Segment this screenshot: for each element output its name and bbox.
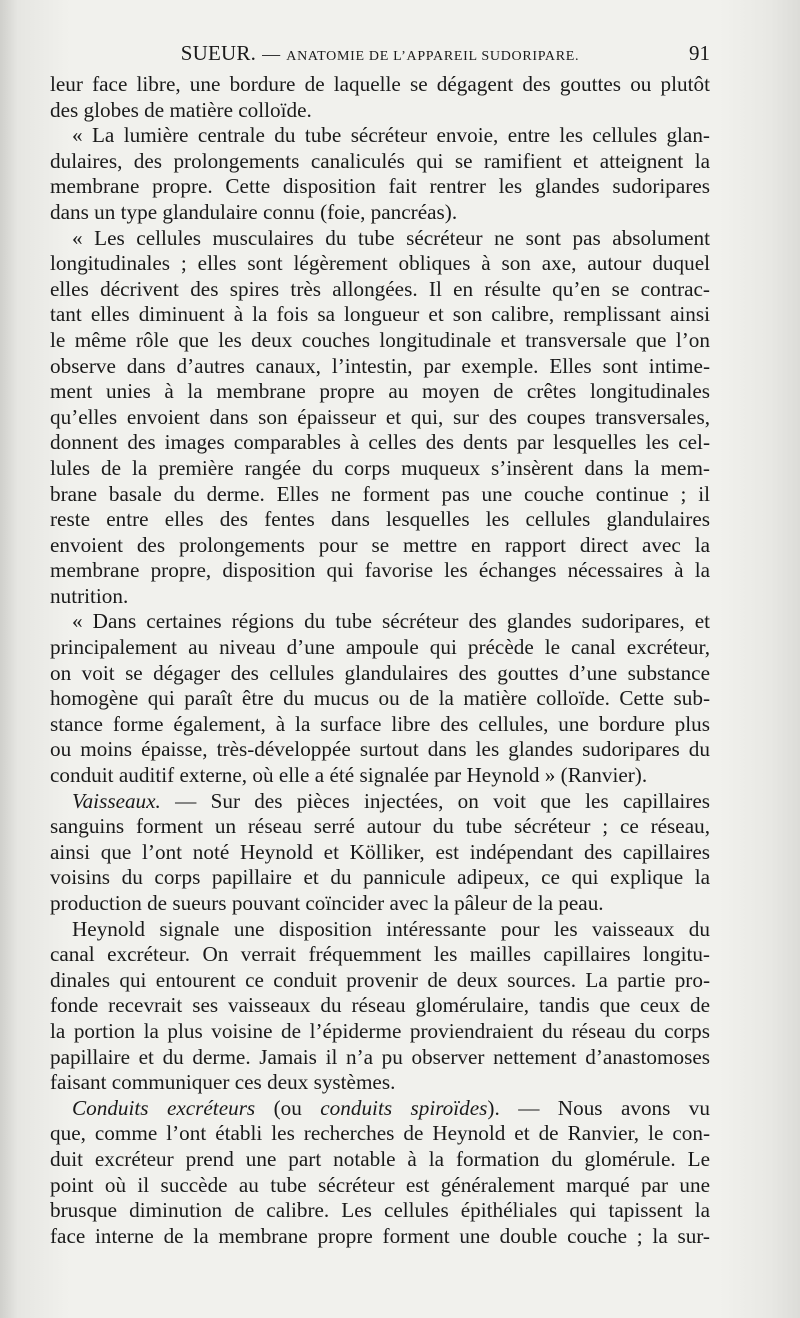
text-line: stance forme également, à la surface libre des cellules, une bordure plus — [50, 711, 710, 736]
text-line: production de sueurs pouvant coïncider avec la pâleur de la peau. — [50, 891, 604, 915]
text-line: on voit se dégager des cellules glandulaires des gouttes d’une substance — [50, 660, 710, 685]
section-heading-conduits-excreteurs: Conduits excréteurs — [72, 1095, 256, 1120]
page-body — [50, 72, 710, 1249]
text-run: (ou — [273, 1095, 302, 1120]
text-line: leur face libre, une bordure de laquelle se dégagent des gouttes ou plutôt — [50, 72, 710, 96]
text-line: lules de la première rangée du corps muqueux s’insèrent dans la mem- — [50, 455, 710, 480]
text-line: brusque diminution de calibre. Les cellules épithéliales qui tapissent la — [50, 1198, 710, 1223]
text-line: ou moins épaisse, très-développée surtout dans les glandes sudoripares du — [50, 737, 710, 762]
text-line: longitudinales ; elles sont légèrement obliques à son axe, autour duquel — [50, 251, 710, 276]
text-line: membrane propre. Cette disposition fait rentrer les glandes sudoripares — [50, 174, 710, 199]
text-line: ment unies à la membrane propre au moyen de crêtes longitudinales — [50, 379, 710, 404]
text-line — [50, 1096, 710, 1122]
header-author: SUEUR. — [180, 41, 257, 65]
text-line: conduit auditif externe, où elle a été signalée par Heynold » (Ranvier). — [50, 763, 648, 788]
page-number: 91 — [689, 41, 710, 65]
text-line: face interne de la membrane propre forment une double couche ; la sur- — [50, 1223, 710, 1248]
text-line: elles décrivent des spires très allongées. Il en résulte qu’en se contrac- — [50, 276, 710, 301]
text-line: que, comme l’ont établi les recherches de Heynold et de Ranvier, le con- — [50, 1121, 710, 1146]
running-title — [50, 38, 710, 72]
text-line: homogène qui paraît être du mucus ou de la matière colloïde. Cette sub- — [50, 686, 710, 711]
text-line: ainsi que l’ont noté Heynold et Kölliker, est indépendant des capillaires — [50, 839, 710, 864]
text-line: des globes de matière colloïde. — [50, 97, 312, 122]
page-header — [50, 38, 710, 68]
text-line: la portion la plus voisine de l’épiderme proviendraient du réseau du corps — [50, 1018, 710, 1043]
text-line: canal excréteur. On verrait fréquemment les mailles capillaires longitu- — [50, 942, 710, 967]
text-line — [50, 789, 710, 815]
text-line: faisant communiquer ces deux systèmes. — [50, 1070, 396, 1095]
text-line: donnent des images comparables à celles des dents par lesquelles les cel- — [50, 430, 710, 455]
section-heading-vaisseaux: Vaisseaux. — [72, 788, 161, 813]
text-line: brane basale du derme. Elles ne forment pas une couche continue ; il — [50, 481, 710, 506]
text-line: dinales qui entourent ce conduit provenir de deux sources. La partie pro- — [50, 967, 710, 992]
text-line: « Dans certaines régions du tube sécréteur des glandes sudoripares, et — [72, 609, 710, 634]
text-line: fonde recevrait ses vaisseaux du réseau glomérulaire, tandis que ceux de — [50, 993, 710, 1018]
text-line: duit excréteur prend une part notable à la formation du glomérule. Le — [50, 1146, 710, 1171]
text-line: reste entre elles des fentes dans lesquelles les cellules glandulaires — [50, 507, 710, 532]
text-line: nutrition. — [50, 583, 129, 608]
text-line: point où il succède au tube sécréteur est généralement marqué par une — [50, 1172, 710, 1197]
text-line: membrane propre, disposition qui favorise les échanges nécessaires à la — [50, 558, 710, 583]
text-line: qu’elles envoient dans son épaisseur et qui, sur des coupes transversales, — [50, 404, 710, 429]
text-line: tant elles diminuent à la fois sa longueur et son calibre, remplissant ainsi — [50, 302, 710, 327]
text-line: envoient des prolongements pour se mettre en rapport direct avec la — [50, 532, 710, 557]
header-separator: — — [262, 44, 281, 64]
text-line: observe dans d’autres canaux, l’intestin, par exemple. Elles sont intime- — [50, 353, 710, 378]
header-title: ANATOMIE DE L’APPAREIL SUDORIPARE. — [286, 49, 580, 64]
text-line: papillaire et du derme. Jamais il n’a pu observer nettement d’anastomoses — [50, 1044, 710, 1069]
text-line: principalement au niveau d’une ampoule qui précède le canal excréteur, — [50, 635, 710, 660]
text-line: le même rôle que les deux couches longitudinale et transversale que l’on — [50, 327, 710, 352]
text-line: Heynold signale une disposition intéressante pour les vaisseaux du — [72, 916, 710, 941]
text-line: dulaires, des prolongements canaliculés qui se ramifient et atteignent la — [50, 148, 710, 173]
text-run: ). — Nous avons vu — [487, 1095, 710, 1120]
text-line: voisins du corps papillaire et du pannicule adipeux, ce qui explique la — [50, 865, 710, 890]
text-run: — Sur des pièces injectées, on voit que les capillaires — [175, 788, 711, 813]
text-line: sanguins forment un réseau serré autour du tube sécréteur ; ce réseau, — [50, 814, 710, 839]
text-line: dans un type glandulaire connu (foie, pancréas). — [50, 199, 458, 224]
text-line: « Les cellules musculaires du tube sécréteur ne sont pas absolument — [72, 225, 710, 250]
conduits-spiroides-term: conduits spiroïdes — [320, 1095, 488, 1120]
text-line: « La lumière centrale du tube sécréteur envoie, entre les cellules glan- — [72, 123, 710, 148]
